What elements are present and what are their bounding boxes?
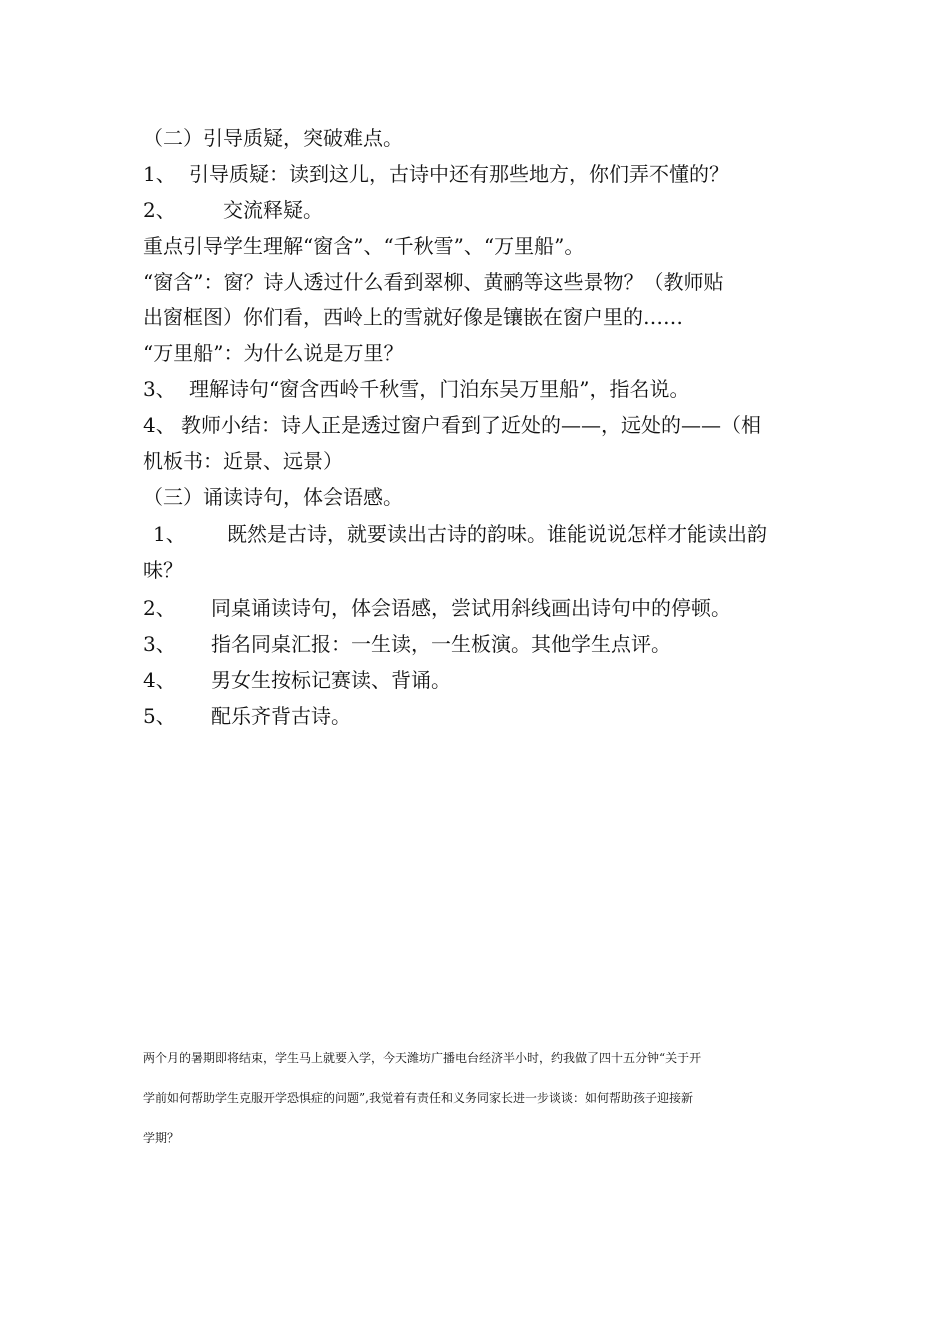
item-number: 2、 xyxy=(143,198,176,222)
section2-item-2 xyxy=(143,198,323,222)
item-number: 3、 xyxy=(143,632,176,656)
footer-note-line-1: 两个月的暑期即将结束，学生马上就要入学，今天潍坊广播电台经济半小时，约我做了四十五分钟“关于开 xyxy=(143,1051,702,1065)
section2-item-4 xyxy=(143,413,761,437)
section3-heading: （三）诵读诗句，体会语感。 xyxy=(143,485,403,509)
focus-line: 重点引导学生理解“窗含”、“千秋雪”、“万里船”。 xyxy=(143,234,585,258)
item-number: 4、 xyxy=(143,668,176,692)
footer-note-line-3: 学期？ xyxy=(143,1131,180,1145)
section2-heading: （二）引导质疑，突破难点。 xyxy=(143,126,403,150)
item-text: 指名同桌汇报：一生读，一生板演。其他学生点评。 xyxy=(211,632,671,656)
item-text: 教师小结：诗人正是透过窗户看到了近处的——，远处的——（相 xyxy=(181,413,761,437)
item-text: 引导质疑：读到这儿，古诗中还有那些地方，你们弄不懂的？ xyxy=(189,162,729,186)
wanlichuan-line: “万里船”：为什么说是万里？ xyxy=(143,341,404,365)
item-text: 交流释疑。 xyxy=(223,198,323,222)
item-text: 同桌诵读诗句，体会语感，尝试用斜线画出诗句中的停顿。 xyxy=(211,596,731,620)
section3-item-2 xyxy=(143,596,731,620)
section3-item-1 xyxy=(143,522,767,546)
footer-note-line-2: 学前如何帮助学生克服开学恐惧症的问题”,我觉着有责任和义务同家长进一步谈谈：如何帮助孩子迎接新 xyxy=(143,1091,693,1105)
item-number: 1、 xyxy=(143,162,176,186)
section3-item-3 xyxy=(143,632,671,656)
section3-item-1-continued: 味？ xyxy=(143,558,183,582)
item-text: 理解诗句“窗含西岭千秋雪，门泊东吴万里船”，指名说。 xyxy=(189,377,690,401)
item-text: 配乐齐背古诗。 xyxy=(211,704,351,728)
item-number: 1、 xyxy=(153,522,186,546)
item-text: 既然是古诗，就要读出古诗的韵味。谁能说说怎样才能读出韵 xyxy=(227,522,767,546)
item-number: 4、 xyxy=(143,413,176,437)
item-text: 男女生按标记赛读、背诵。 xyxy=(211,668,451,692)
section3-item-4 xyxy=(143,668,451,692)
section2-item-3 xyxy=(143,377,689,401)
chuanghan-line-2: 出窗框图）你们看，西岭上的雪就好像是镶嵌在窗户里的…… xyxy=(143,305,683,329)
section2-item-4-continued: 机板书：近景、远景） xyxy=(143,449,343,473)
section2-item-1 xyxy=(143,162,729,186)
section3-item-5 xyxy=(143,704,351,728)
item-number: 5、 xyxy=(143,704,176,728)
chuanghan-line-1: “窗含”：窗？诗人透过什么看到翠柳、黄鹂等这些景物？（教师贴 xyxy=(143,270,724,294)
item-number: 3、 xyxy=(143,377,176,401)
item-number: 2、 xyxy=(143,596,176,620)
